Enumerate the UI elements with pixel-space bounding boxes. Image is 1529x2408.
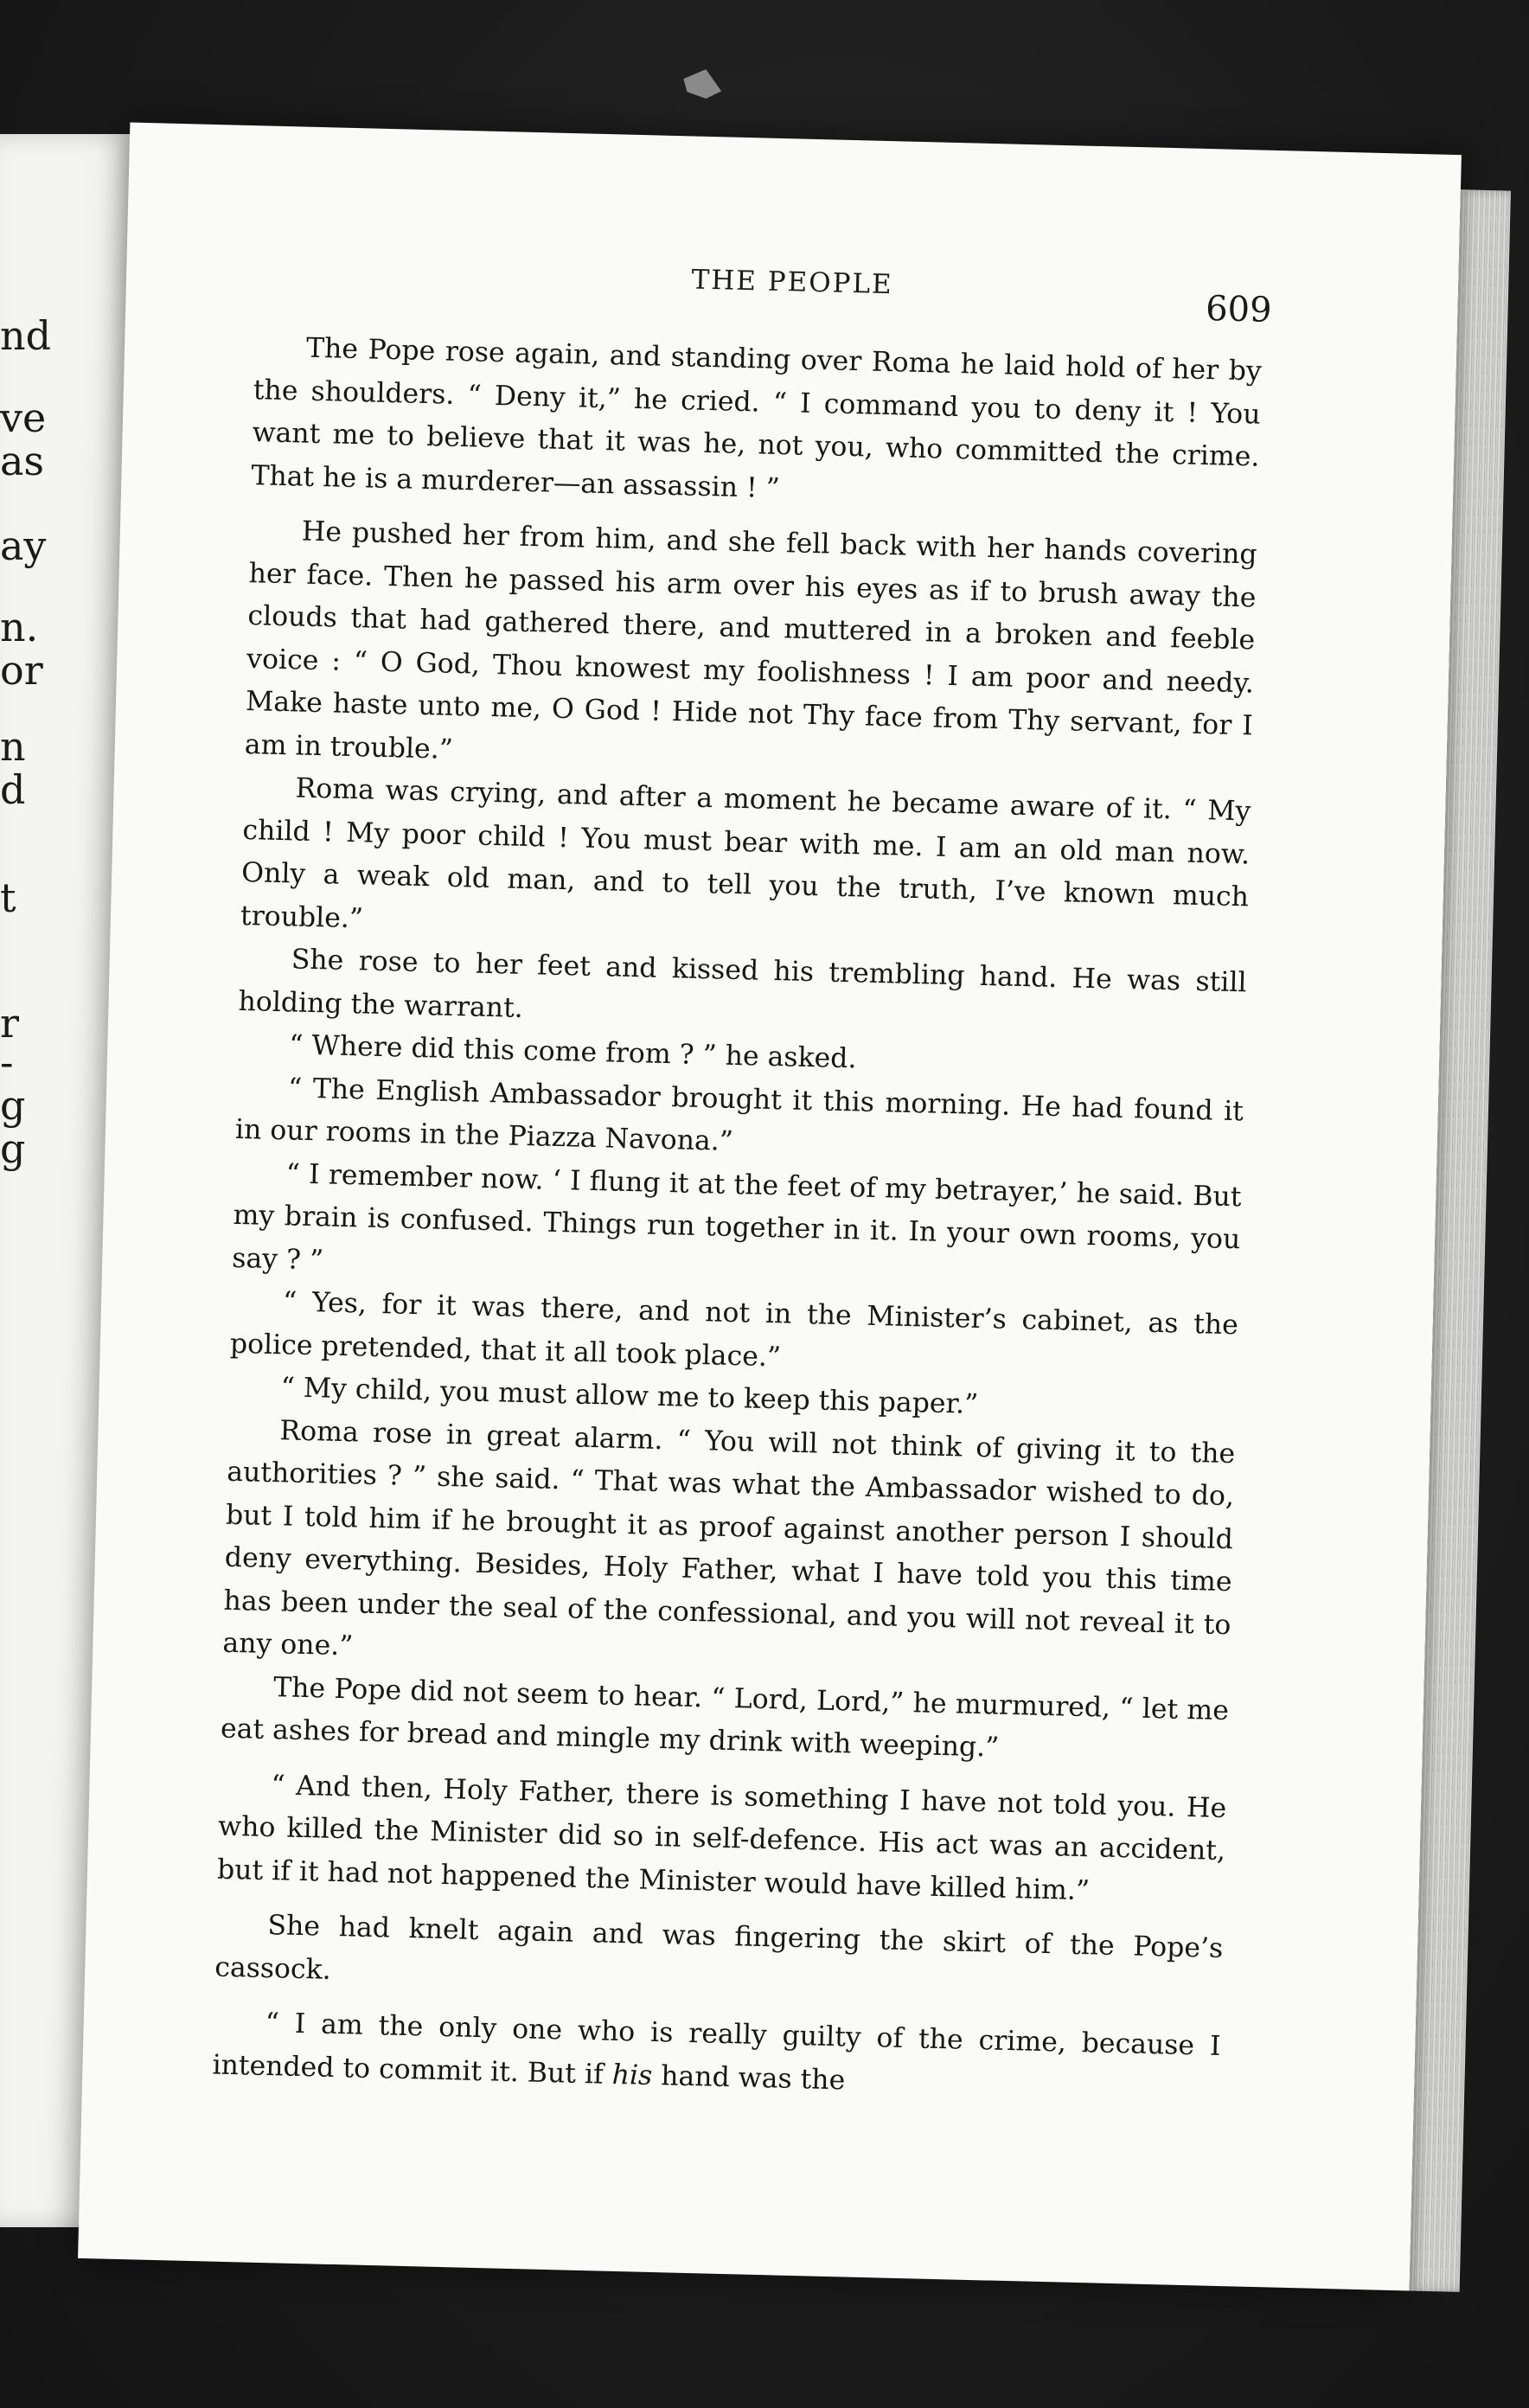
running-head: THE PEOPLE — [691, 264, 894, 301]
paragraph: “ Yes, for it was there, and not in the Minister’s cabinet, as the police pretended, that it all took place.” — [229, 1286, 1239, 1373]
facing-fragment: t — [0, 874, 16, 921]
paragraph: “ Where did this come from ? ” he asked. — [288, 1029, 857, 1075]
facing-fragment: g — [0, 1125, 26, 1172]
facing-fragment: d — [0, 766, 26, 813]
paragraph: Roma rose in great alarm. “ You will not think of giving it to the authorities ? ” she said. “ That was what the Ambassador wished to do, but I told him if he brought it as proof against another person I should deny everything. Besides, Holy Father, what I have told you this time has been under the seal of the confessional, and you will not reveal it to any one.” — [222, 1414, 1236, 1662]
paragraph: The Pope rose again, and standing over Roma he laid hold of her by the shoulders. “ Deny it,” he cried. “ I command you to deny it ! You want me to believe that it was he, not you, who committed the crime. That he is a murderer—an assassin ! ” — [251, 332, 1263, 504]
facing-fragment: n. — [0, 604, 39, 650]
facing-fragment: n — [0, 723, 26, 770]
paragraph: She had knelt again and was fingering the skirt of the Pope’s cassock. — [214, 1910, 1224, 1986]
emphasis: his — [611, 2059, 653, 2091]
facing-fragment: g — [0, 1082, 26, 1129]
paragraph: “ I remember now. ‘ I flung it at the feet of my betrayer,’ he said. But my brain is confused. Things run together in it. In your own rooms, you say ? ” — [231, 1157, 1242, 1276]
page-number: 609 — [1205, 289, 1273, 330]
paragraph: “ And then, Holy Father, there is something I have not told you. He who killed the Minister did so in self-defence. His act was an accident, but if it had not happened the Minister would have killed him.” — [216, 1769, 1227, 1906]
paragraph: She rose to her feet and kissed his trembling hand. He was still holding the warrant. — [238, 944, 1247, 1024]
paragraph: Roma was crying, and after a moment he became aware of it. “ My child ! My poor child ! You must bear with me. I am an old man now. Only a weak old man, and to tell you the truth, I’ve known much trouble.” — [240, 772, 1251, 934]
page-header — [126, 251, 1459, 330]
facing-fragment: as — [0, 438, 45, 484]
facing-fragment: nd — [0, 312, 52, 359]
paragraph: He pushed her from him, and she fell back with her hands covering her face. Then he passed his arm over his eyes as if to brush away the clouds that had gathered there, and muttered in a broken and feeble voice : “ O God, Thou knowest my foolishness ! I am poor and needy. Make haste unto me, O God ! Hide not Thy face from Thy servant, for I am in trouble.” — [244, 516, 1258, 765]
facing-fragment: ve — [0, 394, 47, 441]
facing-fragment: - — [0, 1039, 14, 1086]
body-text — [212, 326, 1262, 2111]
facing-fragment: r — [0, 1000, 19, 1047]
paragraph: “ My child, you must allow me to keep this paper.” — [280, 1372, 979, 1420]
facing-fragment: ay — [0, 522, 47, 569]
book-page — [78, 123, 1462, 2291]
paragraph: “ I am the only one who is really guilty of the crime, because I intended to commit it. But if his hand was the — [212, 2008, 1221, 2096]
paragraph: “ The English Ambassador brought it this morning. He had found it in our rooms in the Piazza Navona.” — [234, 1072, 1244, 1157]
facing-fragment: or — [0, 647, 43, 694]
paragraph: The Pope did not seem to hear. “ Lord, Lord,” he murmured, “ let me eat ashes for bread and mingle my drink with weeping.” — [220, 1671, 1230, 1764]
